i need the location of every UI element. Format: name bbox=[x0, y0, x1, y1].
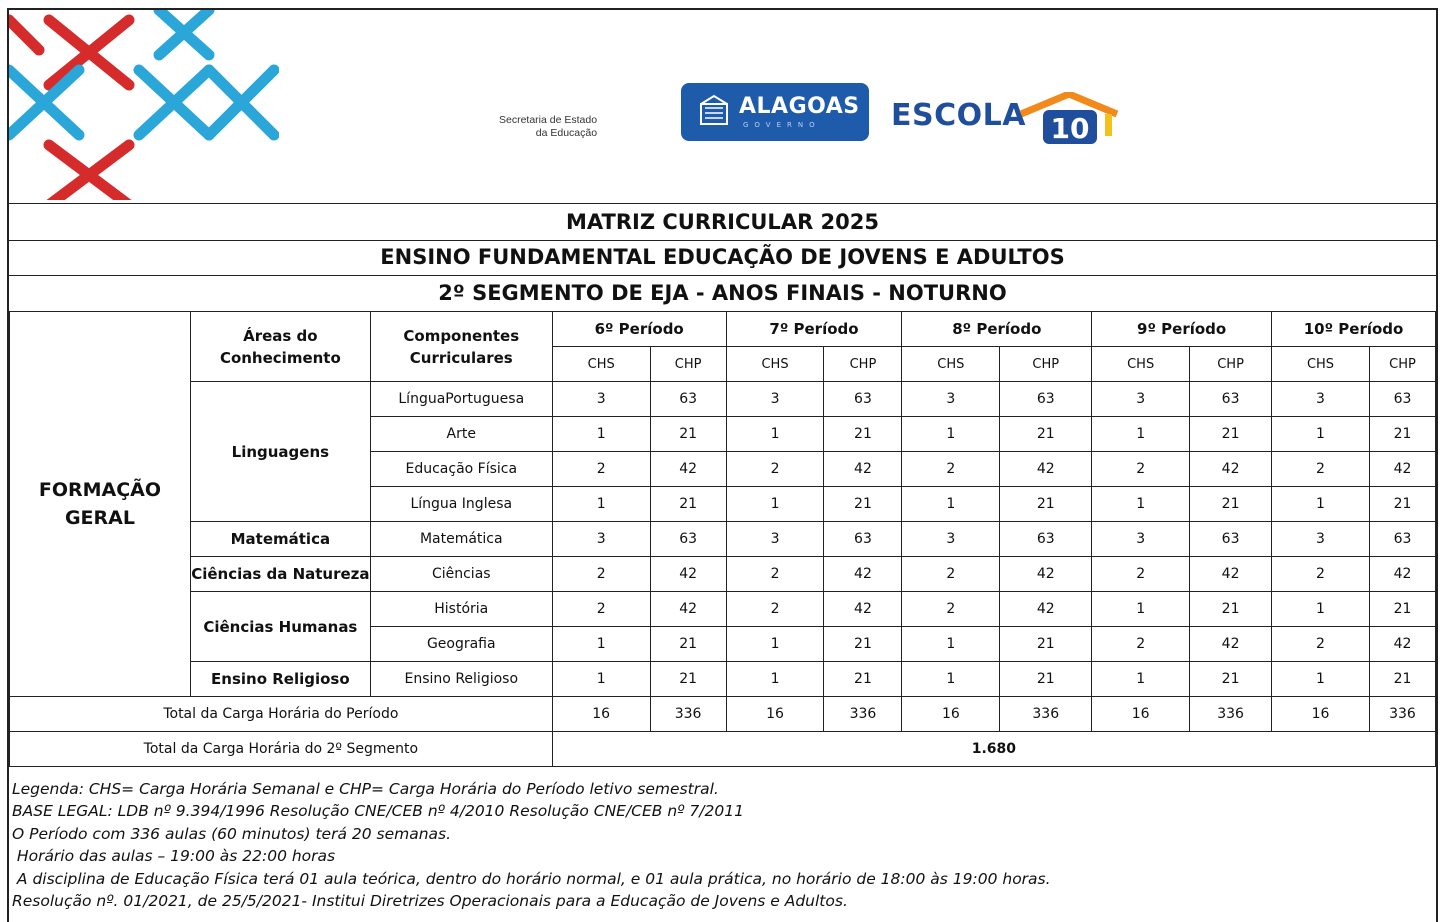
chp-header: CHP bbox=[1369, 347, 1435, 382]
chp-header: CHP bbox=[650, 347, 726, 382]
chs-value-cell: 2 bbox=[552, 592, 650, 627]
chs-value-cell: 3 bbox=[1092, 382, 1190, 417]
title-ensino: ENSINO FUNDAMENTAL EDUCAÇÃO DE JOVENS E ADULTOS bbox=[9, 240, 1436, 276]
chp-value-cell: 42 bbox=[1000, 452, 1092, 487]
chp-value-cell: 42 bbox=[1369, 627, 1435, 662]
chp-value-cell: 21 bbox=[1190, 487, 1272, 522]
note-resolucao: Resolução nº. 01/2021, de 25/5/2021- Institui Diretrizes Operacionais para a Educação de Jovens e Adultos. bbox=[12, 892, 848, 911]
chs-value-cell: 2 bbox=[552, 452, 650, 487]
period-header: 9º Período bbox=[1092, 312, 1272, 347]
chs-value-cell: 2 bbox=[1092, 452, 1190, 487]
componente-cell: Arte bbox=[370, 417, 552, 452]
chp-value-cell: 63 bbox=[1190, 382, 1272, 417]
header-areas: Áreas do Conhecimento bbox=[190, 312, 370, 382]
chp-value-cell: 42 bbox=[1190, 557, 1272, 592]
chs-value-cell: 3 bbox=[1272, 522, 1370, 557]
chp-value-cell: 21 bbox=[1190, 417, 1272, 452]
chs-value-cell: 2 bbox=[1272, 627, 1370, 662]
chs-value-cell: 1 bbox=[1092, 662, 1190, 697]
table-row bbox=[10, 592, 1436, 627]
chs-value-cell: 2 bbox=[726, 592, 824, 627]
chp-value-cell: 21 bbox=[1190, 592, 1272, 627]
note-periodo: O Período com 336 aulas (60 minutos) terá 20 semanas. bbox=[12, 824, 452, 843]
table-row bbox=[10, 382, 1436, 417]
chs-value-cell: 2 bbox=[726, 452, 824, 487]
total-value: 16 bbox=[1272, 697, 1370, 732]
chp-value-cell: 63 bbox=[1190, 522, 1272, 557]
chs-value-cell: 2 bbox=[902, 557, 1000, 592]
total-segmento-value: 1.680 bbox=[552, 732, 1435, 767]
chp-value-cell: 63 bbox=[1000, 522, 1092, 557]
componente-cell: História bbox=[370, 592, 552, 627]
chs-value-cell: 2 bbox=[902, 592, 1000, 627]
chp-value-cell: 21 bbox=[1369, 487, 1435, 522]
total-value: 336 bbox=[1190, 697, 1272, 732]
chs-value-cell: 3 bbox=[1092, 522, 1190, 557]
chp-value-cell: 21 bbox=[1369, 662, 1435, 697]
chp-value-cell: 42 bbox=[1369, 452, 1435, 487]
escola10-badge-icon bbox=[1019, 92, 1127, 148]
decorative-pattern bbox=[9, 10, 279, 200]
chp-value-cell: 42 bbox=[650, 557, 726, 592]
chp-header: CHP bbox=[824, 347, 902, 382]
chs-value-cell: 2 bbox=[552, 557, 650, 592]
header-componentes: Componentes Curriculares bbox=[370, 312, 552, 382]
chp-value-cell: 21 bbox=[650, 662, 726, 697]
area-ciencias-natureza: Ciências da Natureza bbox=[190, 557, 370, 592]
chp-value-cell: 42 bbox=[1000, 592, 1092, 627]
chp-value-cell: 63 bbox=[1000, 382, 1092, 417]
note-educacao-fisica: A disciplina de Educação Física terá 01 aula teórica, dentro do horário normal, e 01 aula prática, no horário de 18:00 às 19:00 horas. bbox=[12, 869, 1051, 888]
chp-value-cell: 63 bbox=[824, 522, 902, 557]
chp-value-cell: 42 bbox=[1000, 557, 1092, 592]
total-value: 336 bbox=[824, 697, 902, 732]
chp-value-cell: 21 bbox=[650, 627, 726, 662]
chp-value-cell: 42 bbox=[1190, 627, 1272, 662]
table-row bbox=[10, 557, 1436, 592]
chs-value-cell: 2 bbox=[1092, 627, 1190, 662]
title-matriz: MATRIZ CURRICULAR 2025 bbox=[9, 205, 1436, 241]
chp-value-cell: 21 bbox=[650, 417, 726, 452]
chs-value-cell: 2 bbox=[1272, 452, 1370, 487]
componente-cell: LínguaPortuguesa bbox=[370, 382, 552, 417]
note-legenda: Legenda: CHS= Carga Horária Semanal e CHP= Carga Horária do Período letivo semestral. bbox=[12, 780, 719, 798]
formacao-geral-label: FORMAÇÃO GERAL bbox=[10, 312, 191, 697]
alagoas-name: ALAGOAS bbox=[739, 94, 860, 119]
chs-value-cell: 1 bbox=[902, 627, 1000, 662]
period-header: 7º Período bbox=[726, 312, 902, 347]
chs-value-cell: 1 bbox=[726, 627, 824, 662]
chs-value-cell: 3 bbox=[726, 522, 824, 557]
alagoas-logo bbox=[681, 83, 869, 141]
note-horario: Horário das aulas – 19:00 às 22:00 horas bbox=[12, 847, 336, 866]
chp-value-cell: 63 bbox=[650, 522, 726, 557]
area-linguagens: Linguagens bbox=[190, 382, 370, 522]
chp-value-cell: 21 bbox=[1190, 662, 1272, 697]
chs-value-cell: 1 bbox=[1272, 487, 1370, 522]
chs-value-cell: 1 bbox=[552, 627, 650, 662]
chs-value-cell: 3 bbox=[552, 522, 650, 557]
alagoas-subtitle: GOVERNO bbox=[743, 121, 821, 129]
chp-value-cell: 21 bbox=[1000, 417, 1092, 452]
total-value: 16 bbox=[552, 697, 650, 732]
period-header: 8º Período bbox=[902, 312, 1092, 347]
chs-value-cell: 2 bbox=[726, 557, 824, 592]
chs-value-cell: 1 bbox=[1272, 592, 1370, 627]
chp-value-cell: 63 bbox=[650, 382, 726, 417]
componente-cell: Matemática bbox=[370, 522, 552, 557]
chp-value-cell: 21 bbox=[1369, 592, 1435, 627]
chp-value-cell: 21 bbox=[824, 662, 902, 697]
document-header bbox=[9, 10, 1436, 204]
total-value: 336 bbox=[650, 697, 726, 732]
chp-value-cell: 63 bbox=[824, 382, 902, 417]
chs-value-cell: 1 bbox=[1092, 592, 1190, 627]
total-periodo-label: Total da Carga Horária do Período bbox=[10, 697, 553, 732]
chs-value-cell: 3 bbox=[726, 382, 824, 417]
document-frame bbox=[7, 8, 1438, 922]
chp-value-cell: 21 bbox=[1369, 417, 1435, 452]
table-row bbox=[10, 522, 1436, 557]
chs-value-cell: 2 bbox=[1272, 557, 1370, 592]
chp-value-cell: 21 bbox=[824, 487, 902, 522]
componente-cell: Educação Física bbox=[370, 452, 552, 487]
total-value: 336 bbox=[1369, 697, 1435, 732]
chs-value-cell: 1 bbox=[902, 487, 1000, 522]
chp-header: CHP bbox=[1190, 347, 1272, 382]
chs-value-cell: 1 bbox=[552, 417, 650, 452]
chp-value-cell: 21 bbox=[1000, 662, 1092, 697]
chp-value-cell: 42 bbox=[1190, 452, 1272, 487]
chs-header: CHS bbox=[1092, 347, 1190, 382]
escola-number: 10 bbox=[1050, 112, 1090, 145]
total-segmento-label: Total da Carga Horária do 2º Segmento bbox=[10, 732, 553, 767]
componente-cell: Língua Inglesa bbox=[370, 487, 552, 522]
notes-block bbox=[12, 778, 1051, 912]
secretaria-label: Secretaria de Estado da Educação bbox=[499, 114, 598, 139]
chp-value-cell: 21 bbox=[650, 487, 726, 522]
curriculum-table bbox=[9, 311, 1436, 767]
total-value: 16 bbox=[726, 697, 824, 732]
chs-value-cell: 1 bbox=[1092, 417, 1190, 452]
chs-value-cell: 1 bbox=[1272, 417, 1370, 452]
chp-value-cell: 21 bbox=[824, 627, 902, 662]
chs-value-cell: 3 bbox=[902, 522, 1000, 557]
chp-header: CHP bbox=[1000, 347, 1092, 382]
chp-value-cell: 21 bbox=[1000, 627, 1092, 662]
chp-value-cell: 42 bbox=[650, 592, 726, 627]
chs-value-cell: 3 bbox=[1272, 382, 1370, 417]
chs-value-cell: 3 bbox=[902, 382, 1000, 417]
chs-value-cell: 1 bbox=[726, 487, 824, 522]
period-header: 6º Período bbox=[552, 312, 726, 347]
period-header: 10º Período bbox=[1272, 312, 1436, 347]
chp-value-cell: 42 bbox=[824, 557, 902, 592]
title-segmento: 2º SEGMENTO DE EJA - ANOS FINAIS - NOTURNO bbox=[438, 281, 1007, 305]
chp-value-cell: 21 bbox=[824, 417, 902, 452]
area-ensino-religioso: Ensino Religioso bbox=[190, 662, 370, 697]
chs-value-cell: 1 bbox=[902, 417, 1000, 452]
chs-value-cell: 1 bbox=[552, 487, 650, 522]
chs-value-cell: 3 bbox=[552, 382, 650, 417]
chs-value-cell: 1 bbox=[1272, 662, 1370, 697]
chp-value-cell: 42 bbox=[650, 452, 726, 487]
chs-header: CHS bbox=[1272, 347, 1370, 382]
chp-value-cell: 42 bbox=[824, 592, 902, 627]
chs-header: CHS bbox=[902, 347, 1000, 382]
chs-value-cell: 1 bbox=[902, 662, 1000, 697]
chs-value-cell: 1 bbox=[726, 417, 824, 452]
chs-value-cell: 2 bbox=[902, 452, 1000, 487]
chs-value-cell: 2 bbox=[1092, 557, 1190, 592]
chs-header: CHS bbox=[726, 347, 824, 382]
total-value: 16 bbox=[902, 697, 1000, 732]
total-value: 336 bbox=[1000, 697, 1092, 732]
componente-cell: Ciências bbox=[370, 557, 552, 592]
componente-cell: Ensino Religioso bbox=[370, 662, 552, 697]
chs-value-cell: 1 bbox=[552, 662, 650, 697]
chp-value-cell: 63 bbox=[1369, 522, 1435, 557]
chs-value-cell: 1 bbox=[1092, 487, 1190, 522]
note-base-legal: BASE LEGAL: LDB nº 9.394/1996 Resolução CNE/CEB nº 4/2010 Resolução CNE/CEB nº 7/2011 bbox=[12, 802, 744, 821]
total-periodo-row bbox=[10, 697, 1436, 732]
area-matematica: Matemática bbox=[190, 522, 370, 557]
total-value: 16 bbox=[1092, 697, 1190, 732]
escola-text: ESCOLA bbox=[891, 98, 1026, 133]
chs-header: CHS bbox=[552, 347, 650, 382]
table-row bbox=[10, 662, 1436, 697]
alagoas-crest-icon bbox=[695, 94, 733, 130]
chp-value-cell: 21 bbox=[1000, 487, 1092, 522]
area-ciencias-humanas: Ciências Humanas bbox=[190, 592, 370, 662]
chp-value-cell: 42 bbox=[824, 452, 902, 487]
chp-value-cell: 63 bbox=[1369, 382, 1435, 417]
componente-cell: Geografia bbox=[370, 627, 552, 662]
chs-value-cell: 1 bbox=[726, 662, 824, 697]
chp-value-cell: 42 bbox=[1369, 557, 1435, 592]
total-segmento-row bbox=[10, 732, 1436, 767]
